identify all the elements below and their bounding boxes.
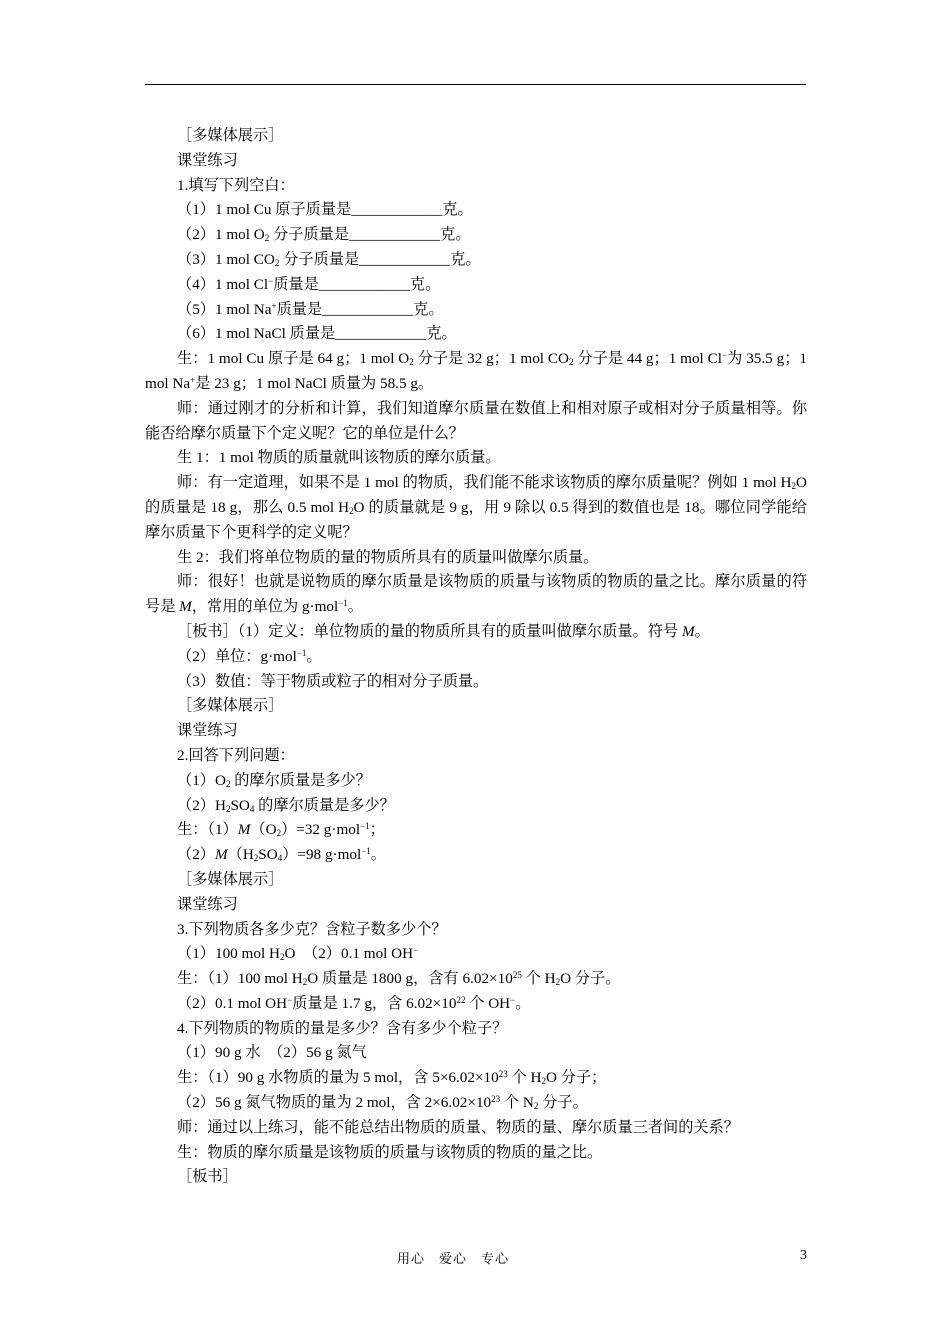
text-line: 师：通过以上练习，能不能总结出物质的质量、物质的量、摩尔质量三者间的关系？ — [177, 1118, 739, 1136]
text-line: $(2)H_2SO_4$ 的摩尔质量是多少？ — [177, 796, 395, 814]
text-line: 课堂练习 — [177, 722, 238, 740]
text-line: 4.下列物质的物质的量是多少？含有多少个粒子？ — [177, 1019, 508, 1037]
text-line: 2.回答下列问题： — [177, 746, 295, 764]
text-line: 师：很好！也就是说物质的摩尔质量是该物质的质量与该物质的物质的量之比。摩尔质量的符号是 M，常用的单位为 g·mol$^{-1}$。 — [145, 573, 807, 616]
text-line: （2）1 mol $O_2$ 分子质量是____________克。 — [177, 226, 471, 244]
text-line: 1.填写下列空白： — [177, 176, 295, 194]
text-line: 生：物质的摩尔质量是该物质的质量与该物质的物质的量之比。 — [177, 1143, 603, 1161]
text-line: 生：1 mol Cu 原子是 64 g；1 mol $O_2$ 分子是 32 g；1 mol $CO_2$ 分子是 44 g；1 mol Cl−为 35.5 g；1 mol Na+是 23 g；1 mol NaCl 质量为 58.5 g。 — [145, 350, 807, 392]
text-line: ［板书］（1）定义：单位物质的量的物质所具有的质量叫做摩尔质量。符号 M。 — [177, 622, 710, 640]
text-line: 生 1：1 mol 物质的质量就叫该物质的摩尔质量。 — [177, 449, 501, 467]
text-line: （2）单位：g·mol$^{-1}$。 — [177, 647, 322, 665]
text-line: $(1)O_2$ 的摩尔质量是多少？ — [177, 771, 371, 789]
text-line: 生 2：我们将单位物质的量的物质所具有的质量叫做摩尔质量。 — [177, 548, 599, 566]
text-line: 生：（1）100 mol $H_2O$ 质量是 1800 g，含有 $6.02\times 10^{25}$ 个 $H_2O$ 分子。 — [177, 970, 621, 988]
text-line: ［多媒体展示］ — [177, 870, 284, 888]
text-line: 课堂练习 — [177, 895, 238, 913]
text-line: （1）90 g 水 （2）56 g 氮气 — [177, 1044, 367, 1062]
document-body — [145, 124, 807, 1190]
text-line: （5）1 mol Na+质量是____________克。 — [177, 300, 444, 318]
text-line: 师：有一定道理，如果不是 1 mol 的物质，我们能不能求该物质的摩尔质量呢？例如 1 mol $H_2O$ 的质量是 18 g，那么 0.5 mol $H_2O$ 的质量就是 9 g，用 9 除以 0.5 得到的数值也是 18。哪位同学能给摩尔质量下个更科学的定义呢？ — [145, 474, 807, 541]
text-line: ［板书］ — [177, 1168, 238, 1186]
text-line: （4）1 mol Cl−质量是____________克。 — [177, 275, 441, 293]
text-line: ［多媒体展示］ — [177, 127, 284, 144]
text-line: （3）数值：等于物质或粒子的相对分子质量。 — [177, 672, 489, 690]
text-line: 课堂练习 — [177, 151, 238, 169]
text-line: （6）1 mol NaCl 质量是____________克。 — [177, 325, 457, 343]
text-line: （1）1 mol Cu 原子质量是____________克。 — [177, 201, 473, 219]
text-line: 生：$(1)M(O_2)=32$ g·mol$^{-1}$； — [177, 821, 385, 839]
text-line: 师：通过刚才的分析和计算，我们知道摩尔质量在数值上和相对原子或相对分子质量相等。你能否给摩尔质量下个定义呢？它的单位是什么？ — [145, 399, 807, 442]
text-line: （2）0.1 mol OH−质量是 1.7 g，含 $6.02\times 10^{22}$ 个 OH−。 — [177, 994, 531, 1012]
text-line: 3.下列物质各多少克？含粒子数多少个？ — [177, 920, 447, 938]
text-line: （1）100 mol $H_2O$ （2）0.1 mol OH− — [177, 945, 419, 963]
text-line: $(2)M(H_2SO_4)=98$ g·mol$^{-1}$。 — [177, 846, 386, 864]
text-line: 生：（1）90 g 水物质的量为 5 mol，含 $5\times 6.02\times 10^{23}$ 个 $H_2O$ 分子； — [177, 1069, 607, 1087]
header-rule — [145, 84, 806, 85]
text-line: （3）1 mol $CO_2$ 分子质量是____________克。 — [177, 250, 481, 268]
footer-motto: 用心 爱心 专心 — [397, 1252, 510, 1267]
page-number: 3 — [800, 1248, 807, 1263]
text-line: ［多媒体展示］ — [177, 697, 284, 715]
text-line: （2）56 g 氮气物质的量为 2 mol，含 $2\times 6.02\times 10^{23}$ 个 $N_2$ 分子。 — [177, 1094, 588, 1112]
